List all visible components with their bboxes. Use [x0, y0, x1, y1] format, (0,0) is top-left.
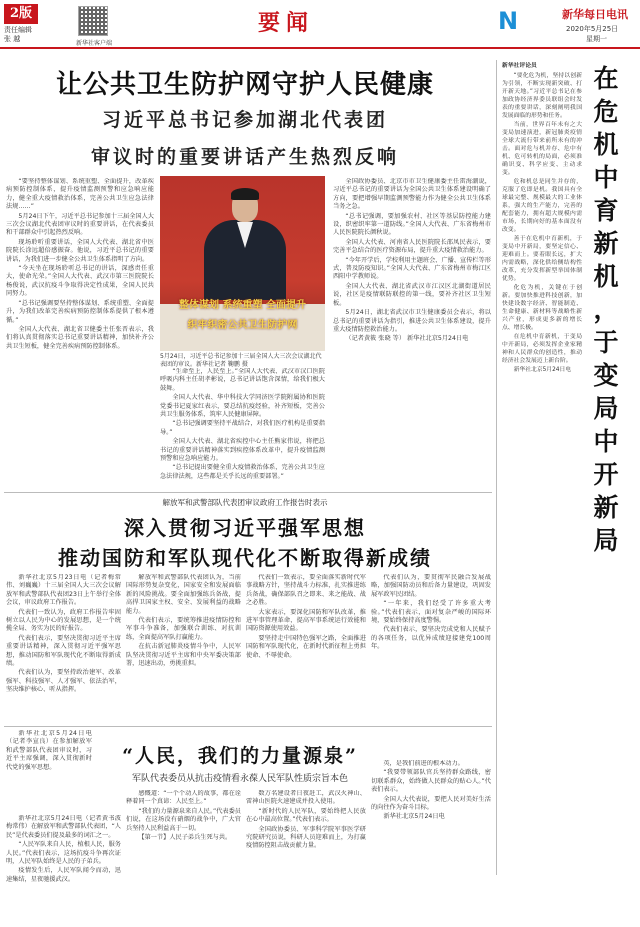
editor-label: 责任编辑 [4, 26, 32, 34]
third-story-column-1 [6, 815, 121, 923]
paragraph: 全国人大代表说，要把人民对美好生活的向往作为奋斗目标。 [371, 795, 491, 812]
paragraph: “总书记提出要健全重大疫情救治体系，完善公共卫生应急法律法规，这些都是关乎长远的重要部署。” [160, 464, 325, 480]
lead-column-1 [6, 178, 154, 488]
paragraph: 解放军和武警部队代表团认为，当前国际形势复杂变化，国家安全和发展面临新的风险挑战。要全面加强练兵备战，提高捍卫国家主权、安全、发展利益的战略能力。 [126, 574, 241, 615]
side-author: 新华社评论员 [502, 63, 537, 69]
qr-code-icon [78, 6, 108, 36]
side-title-char: 中 [593, 427, 619, 456]
second-story-headline-2: 推动国防和军队现代化不断取得新成绩 [58, 546, 432, 570]
paragraph: 代表们认为，要贯彻军民融合发展战略，加强国防动员和后备力量建设，巩固发展军政军民团结。 [371, 574, 491, 598]
second-story-kicker: 解放军和武警部队代表团审议政府工作报告时表示 [162, 498, 328, 507]
paragraph: 新华社北京5月24日电 [513, 367, 572, 373]
paragraph: “总书记强调要坚持平战结合，对我们医疗机构是重要指导。” [160, 420, 325, 436]
paragraph: “要化危为机，坚持以创新为引领，不断实现新突破、打开新天地。”习近平总书记在参加政协经济界委员联组会时发表的重要讲话，深刻阐明我国发展面临的形势和任务。 [502, 73, 582, 119]
lead-column-3 [333, 178, 491, 488]
editor-info [4, 26, 44, 44]
paragraph: 全国人大代表、湖北省武汉市江汉区北湖街道居民说，社区是疫情联防联控的第一线，要补齐社区卫生短板。 [333, 282, 491, 307]
section-title: 要闻 [258, 10, 315, 36]
third-story-lead-box [6, 730, 92, 810]
side-title-char: 在 [593, 64, 619, 93]
paragraph: 全国人大代表、河南省人民医院院长邵凤民表示，要完善平急结合的医疗资源布局，提升重大疫情救治能力。 [333, 238, 491, 255]
paper-name: 新华每日电讯 [562, 8, 628, 21]
second-story-headline-1: 深入贯彻习近平强军思想 [124, 516, 366, 540]
paragraph: 化危为机，关键在于创新。要加快推进科技创新，加快建设数字经济、智能制造、生命健康、新材料等战略性新兴产业，形成更多新的增长点、增长极。 [502, 285, 582, 331]
third-story-column-4 [371, 760, 491, 923]
paragraph: 在危机中育新机，于变局中开新局，必须发挥企业家精神和人民群众的创造性，推动经济社会发展迈上新台阶。 [502, 334, 582, 364]
side-title-char: 局 [593, 394, 619, 423]
paragraph: 代表们表示，要坚决贯彻习近平主席重要讲话精神，深入贯彻习近平强军思想，推动国防和军队现代化不断取得新成绩。 [6, 634, 121, 668]
paragraph: 数万名建设者日夜赶工，武汉火神山、雷神山医院火速建成并投入使用。 [246, 790, 366, 806]
paragraph: 疫情发生后，人民军队闻令而动，迅速集结，星夜驰援武汉。 [6, 867, 121, 883]
paragraph: 全国人大代表、湖北省卫健委主任张晋表示，我们将认真贯彻落实总书记重要讲话精神，加快补齐公共卫生短板，健全完善疾病预防控制体系。 [6, 325, 154, 350]
paragraph: “生命至上，人民至上。”全国人大代表、武汉市汉口医院呼吸内科主任胡孝彬说，总书记讲话饱含深情，给我们极大鼓舞。 [160, 368, 325, 392]
paragraph: 5月24日下午，习近平总书记参加十三届全国人大三次会议湖北代表团审议时的重要讲话，在代表委员和干部群众中引起热烈反响。 [6, 212, 154, 237]
paragraph: “要坚持整体谋划、系统重塑、全面提升，改革疾病预防控制体系，提升疫情监测预警和应急响应能力，健全重大疫情救治体系，完善公共卫生应急法律法规……” [6, 178, 154, 211]
photo-person [200, 190, 290, 310]
paragraph: 危和机总是同生并存的，克服了危即是机。我国具有全球最完整、规模最大的工业体系，强大的生产能力，完善的配套能力，拥有超大规模内需市场，长期向好的基本面没有改变。 [502, 179, 582, 233]
lead-headline: 让公共卫生防护网守护人民健康 [55, 70, 434, 100]
paragraph: 【第一节】人民子弟兵生死与共。 [138, 834, 232, 842]
paragraph: 大家表示，要深化国防和军队改革，推进军事管理革命，提高军事系统运行效能和国防资源使用效益。 [246, 608, 366, 633]
paper-date: 2020年5月25日 [566, 25, 619, 33]
paragraph: “我们的力量源泉来自人民。”代表委员们说，在这场没有硝烟的战争中，广大官兵坚持人民利益高于一切。 [126, 807, 241, 832]
side-title-char: ， [593, 295, 619, 324]
paragraph: 代表们一致表示，要全面落实新时代军事战略方针，坚持战斗力标准，扎实推进练兵备战，确保部队召之即来、来之能战、战之必胜。 [246, 574, 366, 607]
paragraph: 代表们表示，要统筹推进疫情防控和军事斗争准备，加强联合训练、对抗训练，全面提高军队打赢能力。 [126, 617, 241, 641]
paragraph: 全国政协委员、北京市市卫生健康委主任雷海潮说，习近平总书记的重要讲话为全国公共卫生体系建设明确了方向，要把增强早期监测预警能力作为健全公共卫生体系当务之急。 [333, 178, 491, 211]
paragraph: 在抗击新冠肺炎疫情斗争中，人民军队坚决贯彻习近平主席和中央军委决策部署，迅速出动，勇挑重担。 [126, 643, 241, 668]
lead-column-2 [160, 368, 325, 490]
paragraph: 新华社北京5月24日电（记者李宣良）在参加解放军和武警部队代表团审议时，习近平主席强调，深入贯彻新时代党的强军思想。 [6, 730, 92, 771]
side-title-char: 中 [593, 163, 619, 192]
lead-subhead-2: 审议时的重要讲话产生热烈反响 [90, 146, 399, 168]
paragraph: （记者黄筱 张晓 等） 新华社北京5月24日电 [345, 335, 469, 343]
paragraph: “新时代的人民军队，要始终把人民放在心中最高位置。”代表们表示。 [246, 807, 366, 824]
paragraph: 全国人大代表、湖北省疾控中心主任熊家伟说，将把总书记的重要讲话精神落实到疾控体系改革中，提升疫情监测预警和应急响应能力。 [160, 438, 325, 463]
side-headline [586, 62, 626, 557]
page-number-badge: 2版 [4, 4, 38, 24]
photo-caption: 5月24日，习近平总书记参加十三届全国人大三次会议湖北代表团的审议。新华社记者 鞠鹏 摄 [160, 353, 322, 368]
side-title-char: 机 [593, 262, 619, 291]
second-story-column-3 [246, 574, 366, 722]
editor-name: 张 越 [4, 35, 21, 43]
paper-weekday: 星期一 [586, 35, 607, 43]
paragraph: 代表们一致认为，政府工作报告牢固树立以人民为中心的发展思想，是一个统揽全局、务实为民的好报告。 [6, 608, 121, 633]
paragraph: 感慨道：“一个个动人的故事，都在诠释着同一个真谛：人民至上。” [126, 790, 241, 806]
lead-photo [160, 176, 325, 351]
paragraph: “人民军队来自人民，植根人民，服务人民。”代表们表示，这场抗疫斗争再次证明，人民军队始终是人民的子弟兵。 [6, 841, 121, 866]
paragraph: 要坚持走中国特色强军之路，全面推进国防和军队现代化，在新时代新征程上勇担使命、不辱使命。 [246, 634, 366, 659]
side-column-divider [496, 60, 497, 875]
side-title-char: 机 [593, 130, 619, 159]
side-title-char: 新 [593, 229, 619, 258]
paragraph: “我要带领部队官兵坚持群众路线，密切联系群众，始终做人民群众的贴心人。”代表们表示。 [371, 769, 491, 794]
side-title-char: 开 [593, 460, 619, 489]
side-title-char: 新 [593, 493, 619, 522]
third-story-column-2 [126, 790, 241, 923]
side-title-char: 于 [593, 328, 619, 357]
paragraph: 5月24日，湖北省武汉市卫生健康委员会表示，将以总书记的重要讲话为指引，推进公共卫生体系建设，提升重大疫情防控救治能力。 [333, 309, 491, 333]
second-story-column-4 [371, 574, 491, 722]
third-story-subhead: 军队代表委员从抗击疫情看永葆人民军队性质宗旨本色 [131, 774, 348, 784]
masthead [0, 0, 640, 46]
photo-slogan-2: 织牢织密公共卫生防护网 [187, 320, 298, 331]
paragraph: 善于在危机中育新机，于变局中开新局，要坚定信心、迎难而上。要着眼长远，扩大内需战略，深化供给侧结构性改革，充分发挥新型举国体制优势。 [502, 236, 582, 282]
paper-logo [498, 8, 538, 34]
section-divider [4, 726, 492, 727]
paragraph: 新华社北京5月23日电（记者梅常伟、刘巍巍）十三届全国人大三次会议解放军和武警部队代表团23日上午举行全体会议，审议政府工作报告。 [6, 574, 121, 607]
qr-caption: 新华社客户端 [75, 40, 112, 47]
side-title-char: 育 [593, 196, 619, 225]
side-column-text [502, 62, 582, 872]
paragraph: 英，是我们前进的根本动力。 [383, 760, 464, 767]
paragraph: 新华社北京5月24日电（记者黄书波 梅常伟）在解放军和武警部队代表团，“人民”是代表委员们提及最多的词汇之一。 [6, 815, 121, 839]
paragraph: “总书记强调要坚持整体谋划、系统重塑、全面提升，为我们改革完善疾病预防控制体系提供了根本遵循。” [6, 299, 154, 324]
paragraph: 代表们表示，要坚决完成党和人民赋予的各项任务，以优异成绩迎接建党100周年。 [371, 626, 491, 651]
paragraph: 当前，世界百年未有之大变局加速演进，新冠肺炎疫情全球大流行带来前所未有的冲击。面对危与机并存、危中有机、危可转机的局面，必须准确识变、科学应变、主动求变。 [502, 122, 582, 176]
paragraph: “一年来，我们经受了许多重大考验。”代表们表示，面对复杂严峻的国际环境，要始终保持高度警惕。 [371, 600, 491, 625]
paragraph: 全国政协委员、军事科学院军事医学研究院研究员说，科研人员迎难而上，为打赢疫情防控阻击战贡献力量。 [246, 825, 366, 850]
paragraph: 代表们认为，要坚持政治建军、改革强军、科技强军、人才强军、依法治军，坚决维护核心、听从指挥。 [6, 669, 121, 694]
third-story-column-3 [246, 790, 366, 923]
photo-slogan-1: 整体谋划 系统重塑 全面提升 [179, 300, 306, 311]
paragraph: 现场聆听重要讲话，全国人大代表、湖北省中医院院长涂远超倍感振奋。他说，习近平总书记的重要讲话，为我们进一步健全公共卫生体系指明了方向。 [6, 238, 154, 263]
third-story-headline: “人民，我们的力量源泉” [122, 745, 358, 767]
second-story-column-1 [6, 574, 121, 722]
paragraph: “今年开学后，学校利用主题班会、广播、宣传栏等形式，普及防疫知识。”全国人大代表、广东省梅州市梅江区西阳中学教师说。 [333, 256, 491, 281]
side-title-char: 危 [593, 97, 619, 126]
section-divider [4, 492, 492, 493]
lead-subhead-1: 习近平总书记参加湖北代表团 [101, 109, 388, 131]
second-story-column-2 [126, 574, 241, 722]
paragraph: “今天坐在现场聆听总书记的讲话，深感责任重大，使命光荣。”全国人大代表、武汉市第三医院院长杨俊说，武汉抗疫斗争取得决定性成果，全国人民共同努力。 [6, 265, 154, 298]
side-title-char: 变 [593, 361, 619, 390]
photo-hair [231, 188, 259, 200]
masthead-divider [0, 47, 640, 49]
logo-letter: N [498, 7, 519, 35]
paragraph: “总书记强调，要加强农村、社区等基层防控能力建设，织密织牢第一道防线。”全国人大代表、广东省梅州市人民医院院长颜秋说。 [333, 212, 491, 237]
side-title-char: 局 [593, 526, 619, 555]
paragraph: 全国人大代表、华中科技大学同济医学院附属协和医院党委书记夏家红表示，要总结抗疫经验，补齐短板，完善公共卫生服务体系，筑牢人民健康屏障。 [160, 394, 325, 419]
paragraph: 新华社北京5月24日电 [383, 813, 445, 821]
